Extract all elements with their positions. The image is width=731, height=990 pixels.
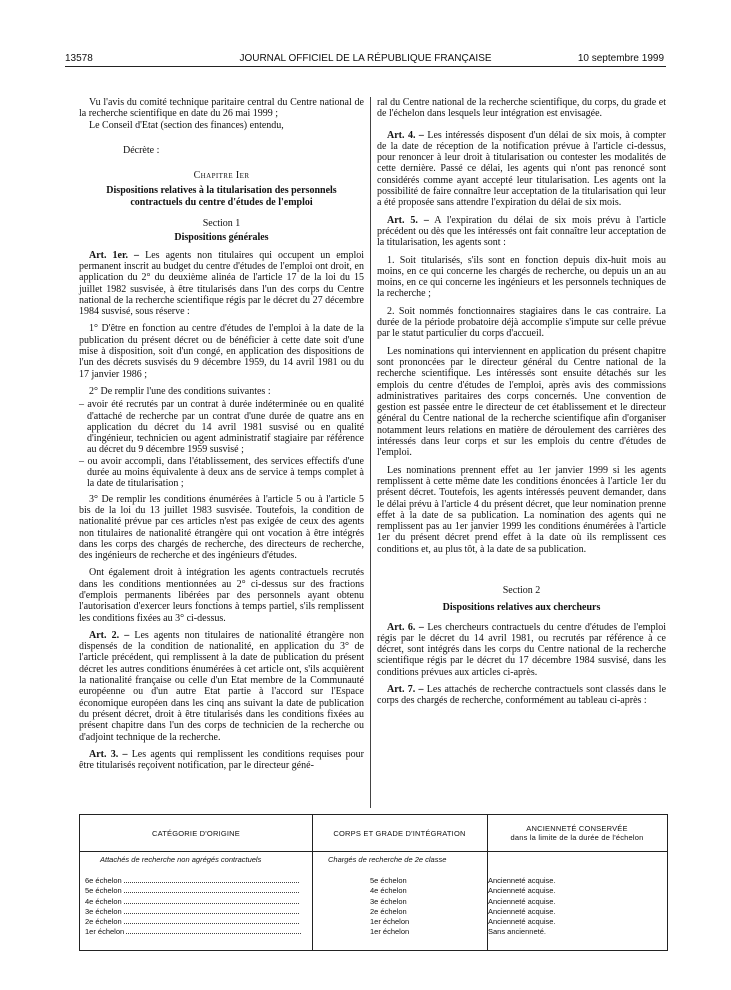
- decrete: Décrète :: [123, 144, 160, 156]
- article-1-point-1: 1° D'être en fonction au centre d'études de l'emploi à la date de la publication du présent décret ou de bénéficier à cette date soit d'une mise à disposition, soit d'un congé, en application des dispositions de l'un des décrets susvisés du 9 décembre 1959, du 14 avril 1981 ou du 17 janvier 1986 ;: [79, 323, 364, 380]
- subheading-origin: Attachés de recherche non agrégés contractuels: [100, 855, 262, 864]
- leader-dots: [124, 917, 299, 924]
- article-1-point-3: 3° De remplir les conditions énumérées à l'article 5 ou à l'article 5 bis de la loi du 13 juillet 1983 susvisée. Toutefois, la condition de nationalité prévue par ces articles n'est pas exigée de ceux des agents non titulaires de nationalité étrangère qui ont vocation à être intégrés dans les corps des chargés de recherche, des directeurs de recherche, des ingénieurs de recherche et des ingénieurs d'études.: [79, 493, 364, 562]
- integration-cell: 3e échelon: [370, 896, 407, 906]
- dash-item-2: – ou avoir accompli, dans l'établissement, des services effectifs d'une durée au moins équivalente à deux ans de service à temps complet à la date de titularisation ;: [79, 455, 364, 490]
- article-7-text: Les attachés de recherche contractuels sont classés dans le corps des chargés de recherche, conformément au tableau ci-après :: [377, 684, 667, 707]
- anciennete-cell: Ancienneté acquise.: [488, 917, 556, 927]
- article-3-text: Les agents qui remplissent les conditions requises pour être titularisés reçoivent notification, par le directeur géné-: [79, 748, 365, 772]
- integration-cell: 5e échelon: [370, 876, 407, 885]
- anciennete-cell: Ancienneté acquise.: [488, 886, 556, 896]
- origin-cell: 5e échelon: [85, 886, 122, 896]
- header-anciennete-sub: dans la limite de la durée de l'échelon: [510, 833, 644, 842]
- article-1-label: Art. 1er. –: [89, 249, 140, 261]
- leader-dots: [124, 876, 299, 883]
- integration-cell: 4e échelon: [370, 886, 407, 896]
- table-row: [85, 917, 301, 927]
- article-1: [79, 250, 364, 318]
- article-5-text: A l'expiration du délai de six mois prévu à l'article précédent ou dès que les intéressés ont fait connaître leur acceptation de la titularisation, les agents sont :: [377, 214, 666, 249]
- article-4: [377, 130, 666, 209]
- origin-cell: 6e échelon: [85, 876, 122, 885]
- article-1-text: Les agents non titulaires qui occupent un emploi permanent inscrit au budget du centre d'études de l'emploi ont droit, en application du 2° du deuxième alinéa de l'article 17 de la loi du 15 juillet 1982 susvisée, à être titularisés dans l'un des corps du Centre national de la recherche scientifique régis par le décret du 27 décembre 1984 susvisé, sous réserve :: [79, 249, 365, 318]
- leader-dots: [124, 897, 299, 904]
- left-column: [79, 97, 364, 777]
- origin-cell: 1er échelon: [85, 927, 125, 937]
- integration-column: [370, 876, 409, 938]
- conseil-paragraph: Le Conseil d'Etat (section des finances) entendu,: [89, 119, 284, 131]
- article-4-label: Art. 4. –: [387, 129, 424, 141]
- article-5: [377, 215, 666, 249]
- column-divider: [370, 97, 371, 808]
- subheading-integration: Chargés de recherche de 2e classe: [328, 855, 447, 864]
- chapter-title: Dispositions relatives à la titularisation des personnels contractuels du centre d'études de l'emploi: [106, 185, 337, 208]
- header-corps: CORPS ET GRADE D'INTÉGRATION: [333, 828, 466, 838]
- article-2-text: Les agents non titulaires de nationalité étrangère non dispensés de la condition de nationalité, en application du 3° de l'article précédent, qui remplissent à la date de publication du présent décret les autres conditions énumérées à cet article ont, s'ils acquièrent la nationalité française ou celle d'un Etat membre de la Communauté européenne ou d'un autre Etat partie à l'accord sur l'Espace économique européen dans les cinq ans suivant la date de publication du présent décret, droit à être titularisés dans les conditions fixées au présent chapitre dans l'un des corps de technicien de la recherche ou d'adjoint technique de la recherche.: [79, 629, 364, 743]
- origin-cell: 2e échelon: [85, 917, 122, 927]
- journal-title: JOURNAL OFFICIEL DE LA RÉPUBLIQUE FRANÇAISE: [239, 53, 492, 64]
- header-anciennete: [487, 815, 667, 851]
- article-6-label: Art. 6. –: [387, 621, 424, 633]
- article-5-point-1: 1. Soit titularisés, s'ils sont en fonction depuis dix-huit mois au moins, en ce qui concerne les chargés de recherche, ou depuis un an au moins, en ce qui concerne les ingénieurs et les personnels techniques de la recherche ;: [377, 254, 666, 300]
- header-separator: [80, 851, 667, 852]
- table-row: [85, 897, 301, 907]
- vu-paragraph: Vu l'avis du comité technique paritaire central du Centre national de la recherche scientifique en date du 26 mai 1999 ;: [79, 97, 364, 120]
- integration-cell: 1er échelon: [370, 917, 410, 927]
- article-2: [79, 630, 364, 743]
- section1-title: Dispositions générales: [174, 232, 269, 244]
- article-6: [377, 622, 666, 678]
- integration-cell: 2e échelon: [370, 906, 407, 916]
- dash-item-1: – avoir été recrutés par un contrat à durée indéterminée ou en qualité d'attaché de recherche par un contrat d'une durée de quatre ans en application du décret du 14 avril 1981 susvisé ou en qualité d'ingénieur, technicien ou agent administratif stagiaire par référence au décret du 9 décembre 1959 susvisé ;: [79, 399, 364, 456]
- header-rule: [65, 66, 666, 67]
- article-3-continued: ral du Centre national de la recherche scientifique, du corps, du grade et de l'échelon dans lesquels leur intégration est envisagée.: [377, 97, 666, 120]
- leader-dots: [126, 927, 301, 934]
- article-5-point-2: 2. Soit nommés fonctionnaires stagiaires dans le cas contraire. La durée de la période probatoire déjà accomplie s'impute sur celle prévue par le statut particulier du corps d'accueil.: [377, 305, 666, 340]
- anciennete-column: [488, 876, 556, 938]
- article-4-text: Les intéressés disposent d'un délai de six mois, à compter de la date de réception de la notification prévue à l'article ci-dessus, pour renoncer à leur droit à titularisation ou contester les modalités de cette dernière. Passé ce délai, les agents qui n'ont pas renoncé sont considérés comme ayant accepté leur titularisation. Les agents ont la possibilité de faire connaître leur acceptation de la titularisation qui leur a été proposée sans attendre l'expiration du délai de six mois.: [377, 129, 667, 209]
- article-7-label: Art. 7. –: [387, 684, 424, 696]
- origin-column: [85, 876, 301, 938]
- article-7: [377, 684, 666, 707]
- section1-heading: Section 1: [202, 218, 241, 230]
- anciennete-cell: Ancienneté acquise.: [488, 896, 556, 906]
- anciennete-cell: Ancienneté acquise.: [488, 876, 556, 885]
- table-row: [85, 876, 301, 886]
- article-5-paragraph-3: Les nominations qui interviennent en application du présent chapitre sont prononcées par le directeur général du Centre national de la recherche scientifique. Les intéressés sont ensuite détachés sur les emplois du centre d'études de l'emploi, après avis des commissions administratives paritaires des corps concernés. Une convention de gestion est passée entre le directeur de cet établissement et le directeur général du Centre national de la recherche scientifique afin d'organiser notamment leurs relations en matière de déroulement des carrières des intéressés dans leur corps et sur les emplois du centre d'études de l'emploi.: [377, 345, 666, 459]
- leader-dots: [124, 886, 299, 893]
- article-1-paragraph-4: Ont également droit à intégration les agents contractuels recrutés dans les conditions mentionnées au 2° ci-dessus sur des fractions d'emplois permanents libérées par des personnels ayant obtenu l'autorisation d'exercer leurs fonctions à temps partiel, s'ils remplissent les conditions fixées au 3° ci-dessus.: [79, 567, 364, 624]
- table-row: [85, 886, 301, 896]
- article-1-dash-list: [79, 399, 364, 489]
- article-6-text: Les chercheurs contractuels du centre d'études de l'emploi régis par le décret du 14 avril 1981, ou recrutés par référence à ce décret, sont intégrés dans les corps du Centre national de la recherche scientifique régis par le décret du 17 décembre 1984 susvisé, dans les conditions prévues aux articles ci-après.: [377, 621, 666, 678]
- table-row: [85, 907, 301, 917]
- article-5-paragraph-4: Les nominations prennent effet au 1er janvier 1999 si les agents remplissent à cette même date les conditions énoncées à l'article 1er du présent décret. Toutefois, les agents intéressés peuvent demander, dans le délai prévu à l'article 4 du présent décret, que leur nomination prenne effet à la date de sa publication. La nomination des agents qui ne remplissent pas au 1er janvier 1999 les conditions énumérées à l'article 1er du présent décret prend effet à la date où ils remplissent ces conditions et, au plus tôt, à la date de sa publication.: [377, 464, 666, 555]
- article-3: [79, 749, 364, 772]
- origin-cell: 3e échelon: [85, 906, 122, 916]
- right-column: [377, 97, 666, 713]
- article-2-label: Art. 2. –: [89, 629, 130, 641]
- page-header: [0, 53, 731, 67]
- anciennete-cell: Ancienneté acquise.: [488, 906, 556, 916]
- article-3-label: Art. 3. –: [89, 748, 128, 760]
- header-categorie: CATÉGORIE D'ORIGINE: [151, 828, 241, 838]
- section2-heading: Section 2: [502, 584, 541, 596]
- section2-title: Dispositions relatives aux chercheurs: [442, 602, 601, 614]
- column-line-1: [312, 815, 313, 950]
- table-row: [85, 927, 301, 937]
- leader-dots: [124, 907, 299, 914]
- chapter-heading: Chapitre Ier: [193, 170, 250, 182]
- header-anciennete-main: ANCIENNETÉ CONSERVÉE: [526, 824, 628, 833]
- integration-cell: 1er échelon: [370, 927, 410, 937]
- classification-table: [79, 814, 668, 951]
- page-number: 13578: [65, 53, 93, 64]
- origin-cell: 4e échelon: [85, 896, 122, 906]
- article-5-label: Art. 5. –: [387, 214, 429, 226]
- article-1-point-2: 2° De remplir l'une des conditions suivantes :: [89, 385, 271, 397]
- anciennete-cell: Sans ancienneté.: [488, 927, 546, 937]
- issue-date: 10 septembre 1999: [577, 53, 664, 64]
